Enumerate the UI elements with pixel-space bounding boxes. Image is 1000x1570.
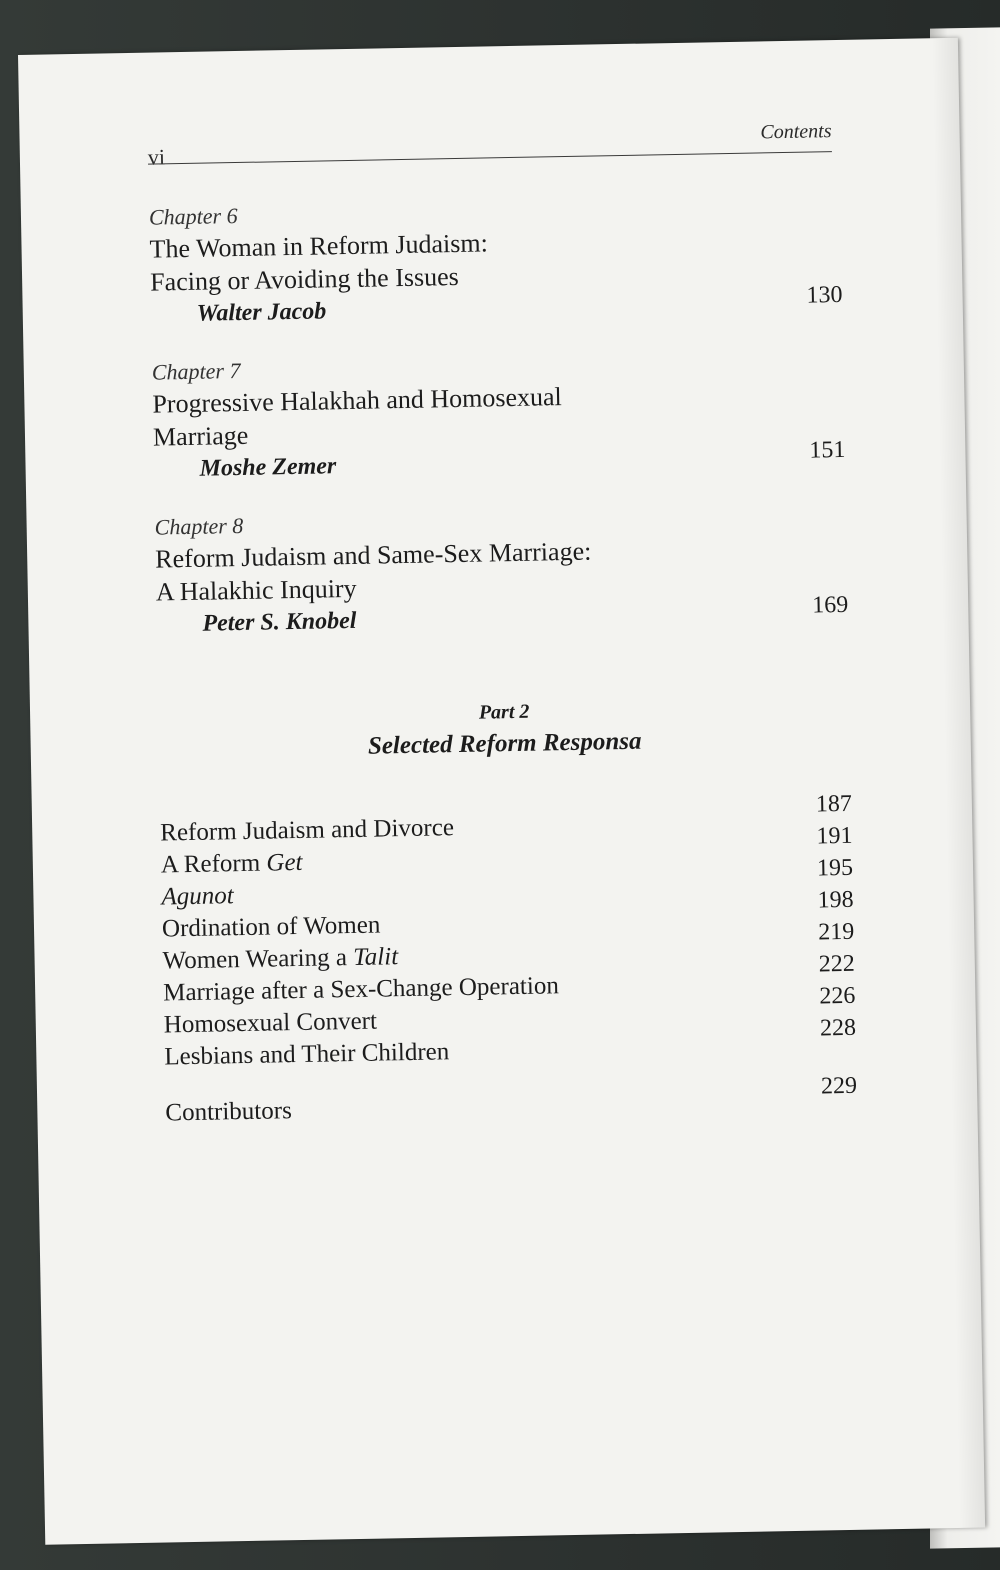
chapter-title-line: Reform Judaism and Same-Sex Marriage: xyxy=(154,536,592,574)
book-page xyxy=(18,38,985,1545)
chapter-author: Walter Jacob xyxy=(196,298,327,327)
responsum-page-number: 191 xyxy=(816,822,853,850)
chapter-label: Chapter 7 xyxy=(151,357,241,385)
part-heading xyxy=(158,691,851,768)
chapter-author: Moshe Zemer xyxy=(199,453,337,482)
responsum-title: Marriage after a Sex-Change Operation xyxy=(162,972,560,1007)
chapter-label: Chapter 6 xyxy=(148,203,238,230)
responsum-title: Agunot xyxy=(161,882,234,911)
chapter-title-line: A Halakhic Inquiry xyxy=(155,573,357,607)
chapter-title-line: Marriage xyxy=(152,420,249,452)
contributors-entry xyxy=(165,1072,858,1140)
responsum-page-number: 228 xyxy=(819,1014,857,1042)
page-number: vi xyxy=(147,144,166,170)
responsum-page-number: 195 xyxy=(816,854,854,882)
chapter-page-number: 169 xyxy=(811,591,849,619)
responsum-title: Women Wearing a Talit xyxy=(162,943,399,975)
toc-chapter-entry xyxy=(154,500,848,642)
responsum-page-number: 198 xyxy=(817,886,854,914)
responsum-title: Reform Judaism and Divorce xyxy=(160,814,455,847)
responsa-list xyxy=(160,790,857,1071)
responsum-page-number: 226 xyxy=(819,982,856,1010)
table-of-contents xyxy=(149,190,858,1140)
contributors-label: Contributors xyxy=(165,1097,293,1127)
contributors-page-number: 229 xyxy=(820,1072,858,1100)
part-label: Part 2 xyxy=(478,700,530,724)
chapter-title-line: The Woman in Reform Judaism: xyxy=(149,228,489,264)
chapter-page-number: 130 xyxy=(806,281,843,309)
part-title: Selected Reform Responsa xyxy=(367,727,642,760)
header-rule xyxy=(148,151,832,165)
toc-chapter-entry xyxy=(149,190,843,332)
chapter-title-line: Progressive Halakhah and Homosexual xyxy=(152,382,563,419)
chapter-label: Chapter 8 xyxy=(154,512,244,540)
running-head: Contents xyxy=(760,120,832,144)
responsum-page-number: 187 xyxy=(815,790,853,818)
responsum-title: A Reform Get xyxy=(160,848,303,879)
responsum-title: Homosexual Convert xyxy=(163,1007,378,1039)
responsum-page-number: 222 xyxy=(818,950,856,978)
toc-chapter-entry xyxy=(152,345,846,487)
chapter-page-number: 151 xyxy=(809,436,846,464)
responsum-title: Ordination of Women xyxy=(161,911,381,943)
chapter-title-line: Facing or Avoiding the Issues xyxy=(149,261,460,297)
chapter-author: Peter S. Knobel xyxy=(202,607,357,637)
responsum-title: Lesbians and Their Children xyxy=(164,1038,450,1071)
responsum-page-number: 219 xyxy=(817,918,855,946)
